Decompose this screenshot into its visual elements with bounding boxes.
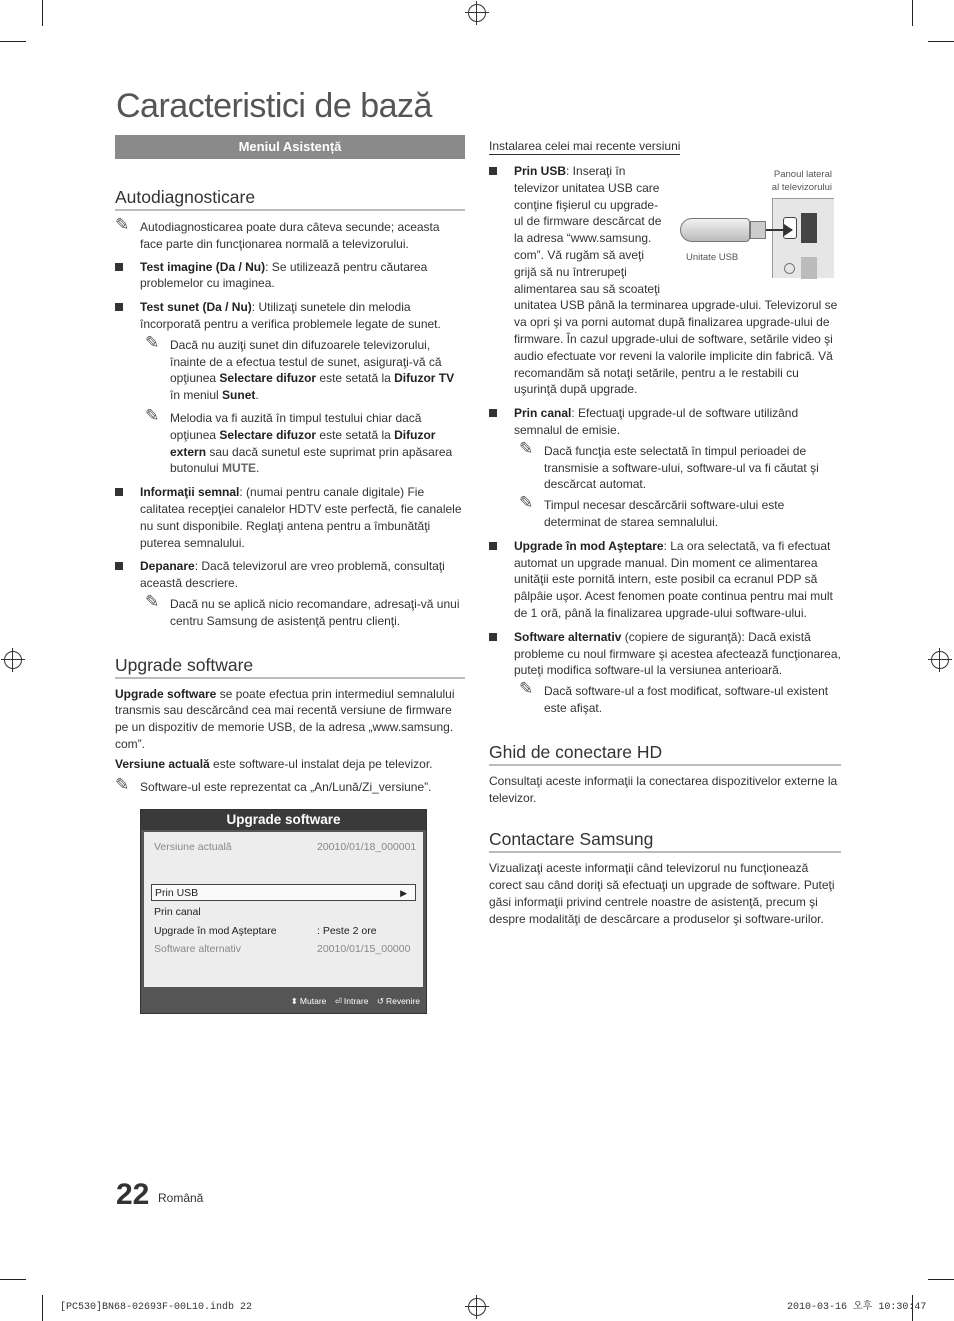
note: ✎ Dacă funcţia este selectată în timpul perioadei de transmisie a software-ului, software-ul va fi căutat şi descărcat automat. — [519, 438, 819, 492]
bullet-square-icon — [115, 488, 123, 496]
osd-title: Upgrade software — [141, 810, 426, 830]
return-icon: ↺ — [376, 995, 384, 1006]
figure-label-usb: Unitate USB — [686, 252, 739, 263]
note-pencil-icon: ✎ — [115, 215, 130, 234]
osd-item-alternative-software[interactable]: Software alternativ 20010/01/15_00000 — [154, 943, 411, 956]
osd-row-current-version: Versiune actuală 20010/01/18_000001 — [154, 841, 417, 854]
bullet-test-sunet: Test sunet (Da / Nu): Utilizaţi sunetele din melodia încorporată pentru a verifica problemele legate de sunet. — [115, 299, 465, 333]
bullet-upgrade-standby: Upgrade în mod Aşteptare: La ora selectată, va fi efectuat automat un upgrade manual. Din moment ce alimentarea unităţii este pornită intern, este posibil ca ecranul PDP să pâlpâie uşor. Acest fenomen poate continua pentru mai mult de 1 oră, până la finalizarea upgrade-ului software-ului. — [489, 538, 841, 622]
bullet-prin-usb: Prin USB: Inseraţi în televizor unitatea USB care conţine fişierul cu upgrade-ul de firmware descărcat de la adresa “www.samsung. com”. Vă rugăm să aveţi grijă să nu întrerupeţi alimentarea sau să scoateţi unitatea USB până la terminarea upgrade-ului. Televizorul se va opri şi va porni automat după finalizarea upgrade-ului de firmware. În cazul upgrade-ului de software, setările video şi audio efectuate vor reveni la valorile implicite din fabrică. Vă recomandăm să notaţi setările, pentru a le restabili cu uşurinţă după upgrade. — [489, 163, 841, 398]
section-bar: Meniul Asistență — [115, 135, 465, 159]
bullet-informatii-semnal: Informaţii semnal: (numai pentru canale digitale) Fie calitatea recepţiei canalelor HDTV este perfectă, fie canalele nu sunt disponibile. Reglaţi antena pentru a îmbunătăţi puterea semnalului. — [115, 484, 465, 551]
move-updown-icon: ⬍ — [290, 995, 298, 1006]
note-pencil-icon: ✎ — [145, 591, 160, 611]
page-language: Română — [158, 1191, 204, 1205]
note: ✎ Software-ul este reprezentat ca „An/Lună/Zi_versiune”. — [115, 774, 432, 794]
note-pencil-icon: ✎ — [519, 438, 534, 458]
enter-icon: ⏎ — [334, 995, 342, 1006]
note: ✎ Melodia va fi auzită în timpul testului chiar dacă opţiunea Selectare difuzor este setată la Difuzor extern sau dacă sunetul este suprimat prin apăsarea butonului MUTE. — [145, 405, 453, 476]
registration-mark-icon — [468, 1298, 486, 1316]
bullet-square-icon — [115, 303, 123, 311]
tv-side-panel-icon — [772, 198, 834, 278]
jack-icon — [784, 263, 795, 274]
note: ✎ Dacă software-ul a fost modificat, software-ul existent este afişat. — [519, 679, 829, 715]
crop-mark — [0, 1279, 26, 1280]
paragraph: Consultaţi aceste informaţii la conectarea dispozitivelor externe la televizor. — [489, 773, 838, 805]
print-date-info: 2010-03-16 오후 10:30:47 — [787, 1302, 927, 1313]
note-pencil-icon: ✎ — [115, 774, 130, 794]
note-pencil-icon: ✎ — [145, 405, 160, 425]
arrow-right-icon — [784, 224, 793, 236]
crop-mark — [912, 0, 913, 26]
note-pencil-icon: ✎ — [519, 493, 534, 513]
figure-label-side-panel: Panoul lateral al televizorului — [771, 169, 832, 193]
note-pencil-icon: ✎ — [519, 679, 534, 699]
osd-item-prin-usb[interactable]: Prin USB ▶ — [151, 884, 416, 901]
bullet-square-icon — [115, 562, 123, 570]
paragraph: Vizualizaţi aceste informaţii când televizorul nu funcţionează corect sau când doriţi să efectuaţi un upgrade de software. Puteţi găsi informaţii privind centrele noastre de asistenţă, precum şi despre modalităţi de descărcare a produselor şi software-urilor. — [489, 861, 835, 926]
bullet-test-imagine: Test imagine (Da / Nu): Se utilizează pentru căutarea problemelor cu imaginea. — [115, 259, 465, 293]
osd-body — [144, 832, 423, 987]
heading-ghid-conectare-hd: Ghid de conectare HD — [489, 741, 841, 766]
bullet-square-icon — [489, 409, 497, 417]
registration-mark-icon — [4, 651, 22, 669]
usb-drive-icon — [680, 218, 750, 242]
bullet-square-icon — [115, 263, 123, 271]
left-column — [115, 135, 465, 1014]
usb-connection-figure — [676, 166, 836, 278]
heading-autodiagnosticare: Autodiagnosticare — [115, 186, 465, 211]
bullet-square-icon — [489, 167, 497, 175]
page-number: 22 — [116, 1178, 150, 1211]
paragraph: Versiune actuală este software-ul instalat deja pe televizor. — [115, 756, 433, 771]
registration-mark-icon — [468, 4, 486, 22]
osd-upgrade-software-menu — [140, 809, 427, 1014]
bullet-software-alternativ: Software alternativ (copiere de siguranţă): Dacă există probleme cu noul firmware şi acestea afectează funcţionarea, puteţi modifica software-ul la versiunea anterioară. — [489, 629, 841, 679]
paragraph: Upgrade software se poate efectua prin intermediul semnalului transmis sau descărcând cea mai recentă versiune de firmware pe un dispozitiv de memorie USB, de la adresa „www.samsung. com”. — [115, 686, 455, 751]
install-heading: Instalarea celei mai recente versiuni — [489, 139, 681, 153]
crop-mark — [928, 41, 954, 42]
page-title: Caracteristici de bază — [116, 87, 432, 125]
note: ✎ Dacă nu auziţi sunet din difuzoarele televizorului, înainte de a efectua testul de sunet, asiguraţi-vă că opţiunea Selectare difuzor este setată la Difuzor TV în meniul Sunet. — [145, 332, 455, 403]
port-icon — [801, 213, 817, 243]
crop-mark — [42, 1295, 43, 1321]
crop-mark — [928, 1279, 954, 1280]
osd-item-prin-canal[interactable]: Prin canal — [154, 906, 201, 919]
heading-contactare-samsung: Contactare Samsung — [489, 828, 841, 853]
note: ✎ Timpul necesar descărcării software-ului este determinat de starea semnalului. — [519, 493, 785, 529]
bullet-depanare: Depanare: Dacă televizorul are vreo problemă, consultaţi această descriere. — [115, 558, 465, 592]
bullet-square-icon — [489, 542, 497, 550]
osd-footer: ⬍ Mutare ⏎ Intrare ↺ Revenire — [290, 995, 420, 1006]
play-arrow-icon: ▶ — [400, 888, 407, 899]
crop-mark — [42, 0, 43, 26]
registration-mark-icon — [931, 651, 949, 669]
usb-plug-icon — [750, 221, 766, 239]
crop-mark — [0, 41, 26, 42]
note-pencil-icon: ✎ — [145, 332, 160, 352]
note: ✎ Autodiagnosticarea poate dura câteva secunde; aceasta face parte din funcţionarea normală a televizorului. — [115, 215, 440, 251]
bullet-prin-canal: Prin canal: Efectuaţi upgrade-ul de software utilizând semnalul de emisie. — [489, 405, 841, 439]
port-icon — [801, 257, 817, 279]
bullet-square-icon — [489, 633, 497, 641]
osd-item-standby-upgrade[interactable]: Upgrade în mod Aşteptare : Peste 2 ore — [154, 925, 377, 938]
heading-upgrade-software: Upgrade software — [115, 654, 465, 679]
note: ✎ Dacă nu se aplică nicio recomandare, adresaţi-vă unui centru Samsung de asistenţă pentru clienţi. — [145, 591, 460, 628]
print-file-info: [PC530]BN68-02693F-00L10.indb 22 — [60, 1302, 253, 1313]
